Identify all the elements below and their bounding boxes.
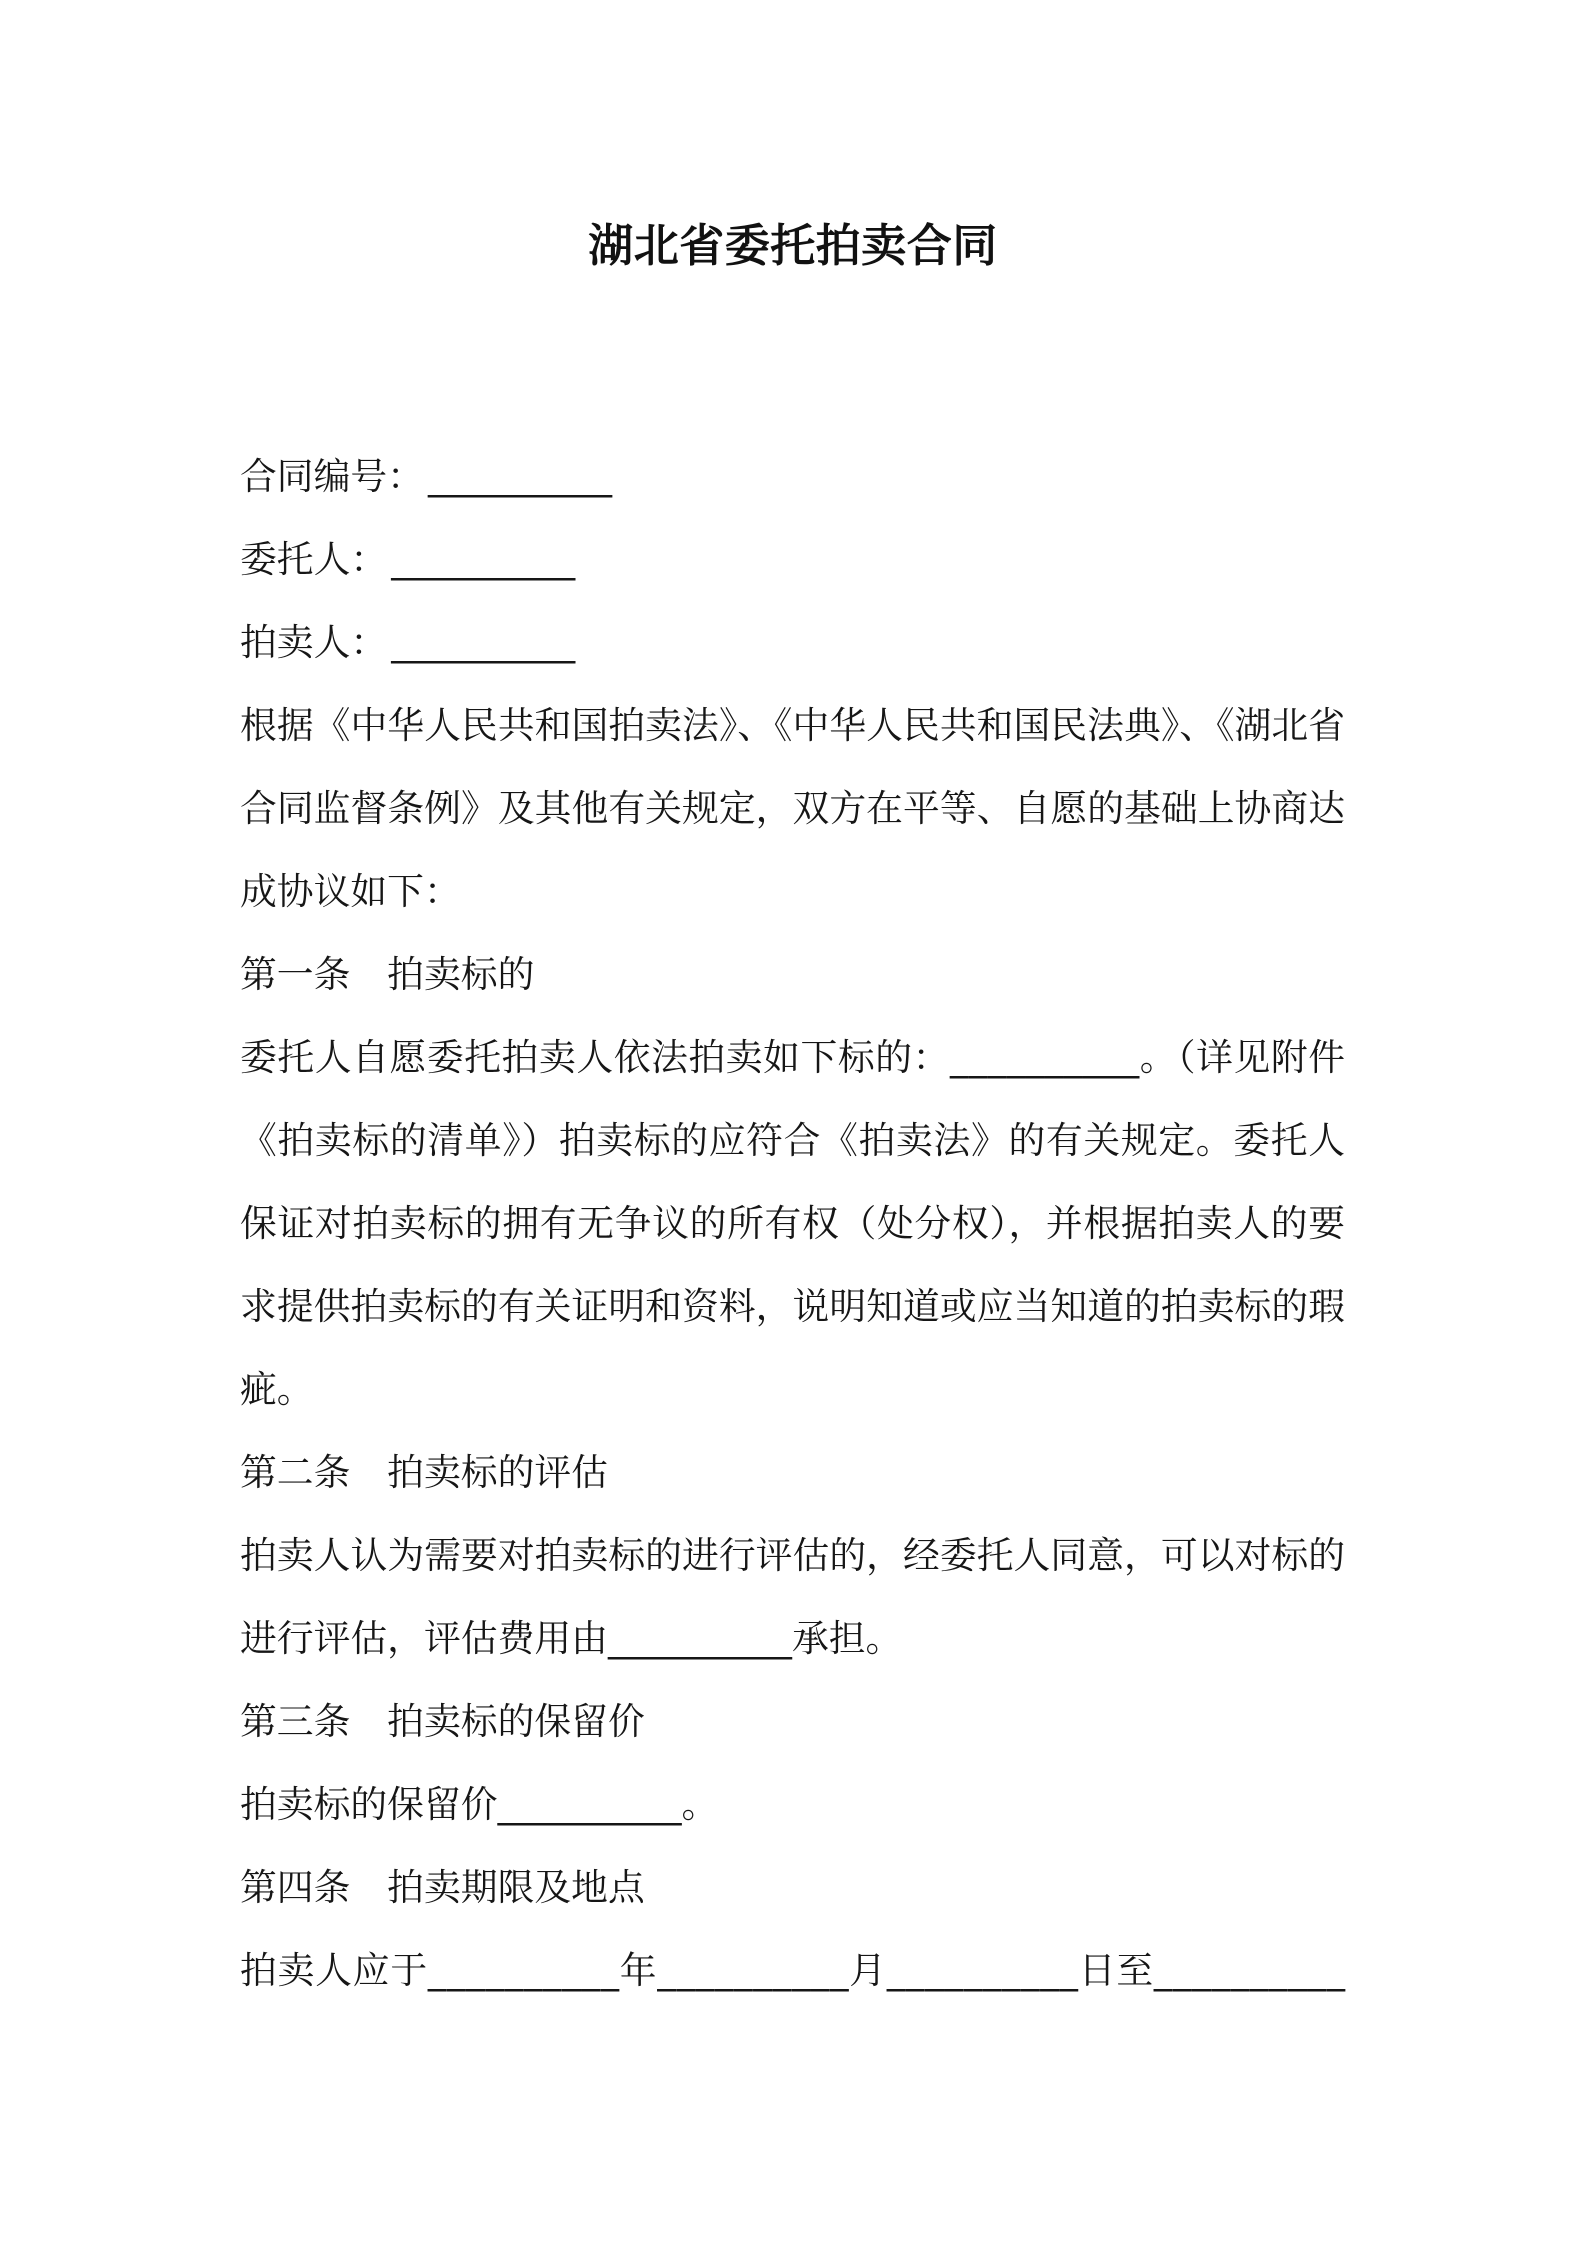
- article-line: 疵。: [240, 1368, 314, 1411]
- article-line: 拍卖人认为需要对拍卖标的进行评估的，经委托人同意，可以对标的: [240, 1534, 1346, 1577]
- field-label: 合同编号：: [240, 455, 424, 498]
- preamble-line: 成协议如下：: [240, 870, 461, 913]
- article-line: 求提供拍卖标的有关证明和资料，说明知道或应当知道的拍卖标的瑕: [240, 1285, 1346, 1328]
- article-line: 《拍卖标的清单》）拍卖标的应符合《拍卖法》的有关规定。委托人: [240, 1119, 1346, 1162]
- field-contract-number: [240, 435, 1345, 518]
- preamble-line: 合同监督条例》及其他有关规定，双方在平等、自愿的基础上协商达: [240, 787, 1346, 830]
- field-blank: __________: [391, 621, 576, 664]
- field-label: 委托人：: [240, 538, 388, 581]
- field-blank: __________: [391, 538, 576, 581]
- document-body: [240, 435, 1345, 2012]
- article-line: 保证对拍卖标的拥有无争议的所有权（处分权），并根据拍卖人的要: [240, 1202, 1346, 1245]
- field-auctioneer: [240, 601, 1345, 684]
- field-client: [240, 518, 1345, 601]
- article-line: 进行评估，评估费用由__________承担。: [240, 1617, 903, 1660]
- document-title: 湖北省委托拍卖合同: [588, 219, 998, 272]
- article-line: 拍卖标的保留价__________。: [240, 1783, 719, 1826]
- article-heading: 第三条 拍卖标的保留价: [240, 1700, 645, 1743]
- article-line: 委托人自愿委托拍卖人依法拍卖如下标的：__________。（详见附件: [240, 1036, 1346, 1079]
- field-label: 拍卖人：: [240, 621, 388, 664]
- article-line: 拍卖人应于__________年__________月__________日至__________: [240, 1949, 1346, 1992]
- article-heading: 第二条 拍卖标的评估: [240, 1451, 608, 1494]
- field-blank: __________: [427, 455, 612, 498]
- article-heading: 第一条 拍卖标的: [240, 953, 535, 996]
- article-heading: 第四条 拍卖期限及地点: [240, 1866, 645, 1909]
- preamble-line: 根据《中华人民共和国拍卖法》、《中华人民共和国民法典》、《湖北省: [240, 704, 1346, 747]
